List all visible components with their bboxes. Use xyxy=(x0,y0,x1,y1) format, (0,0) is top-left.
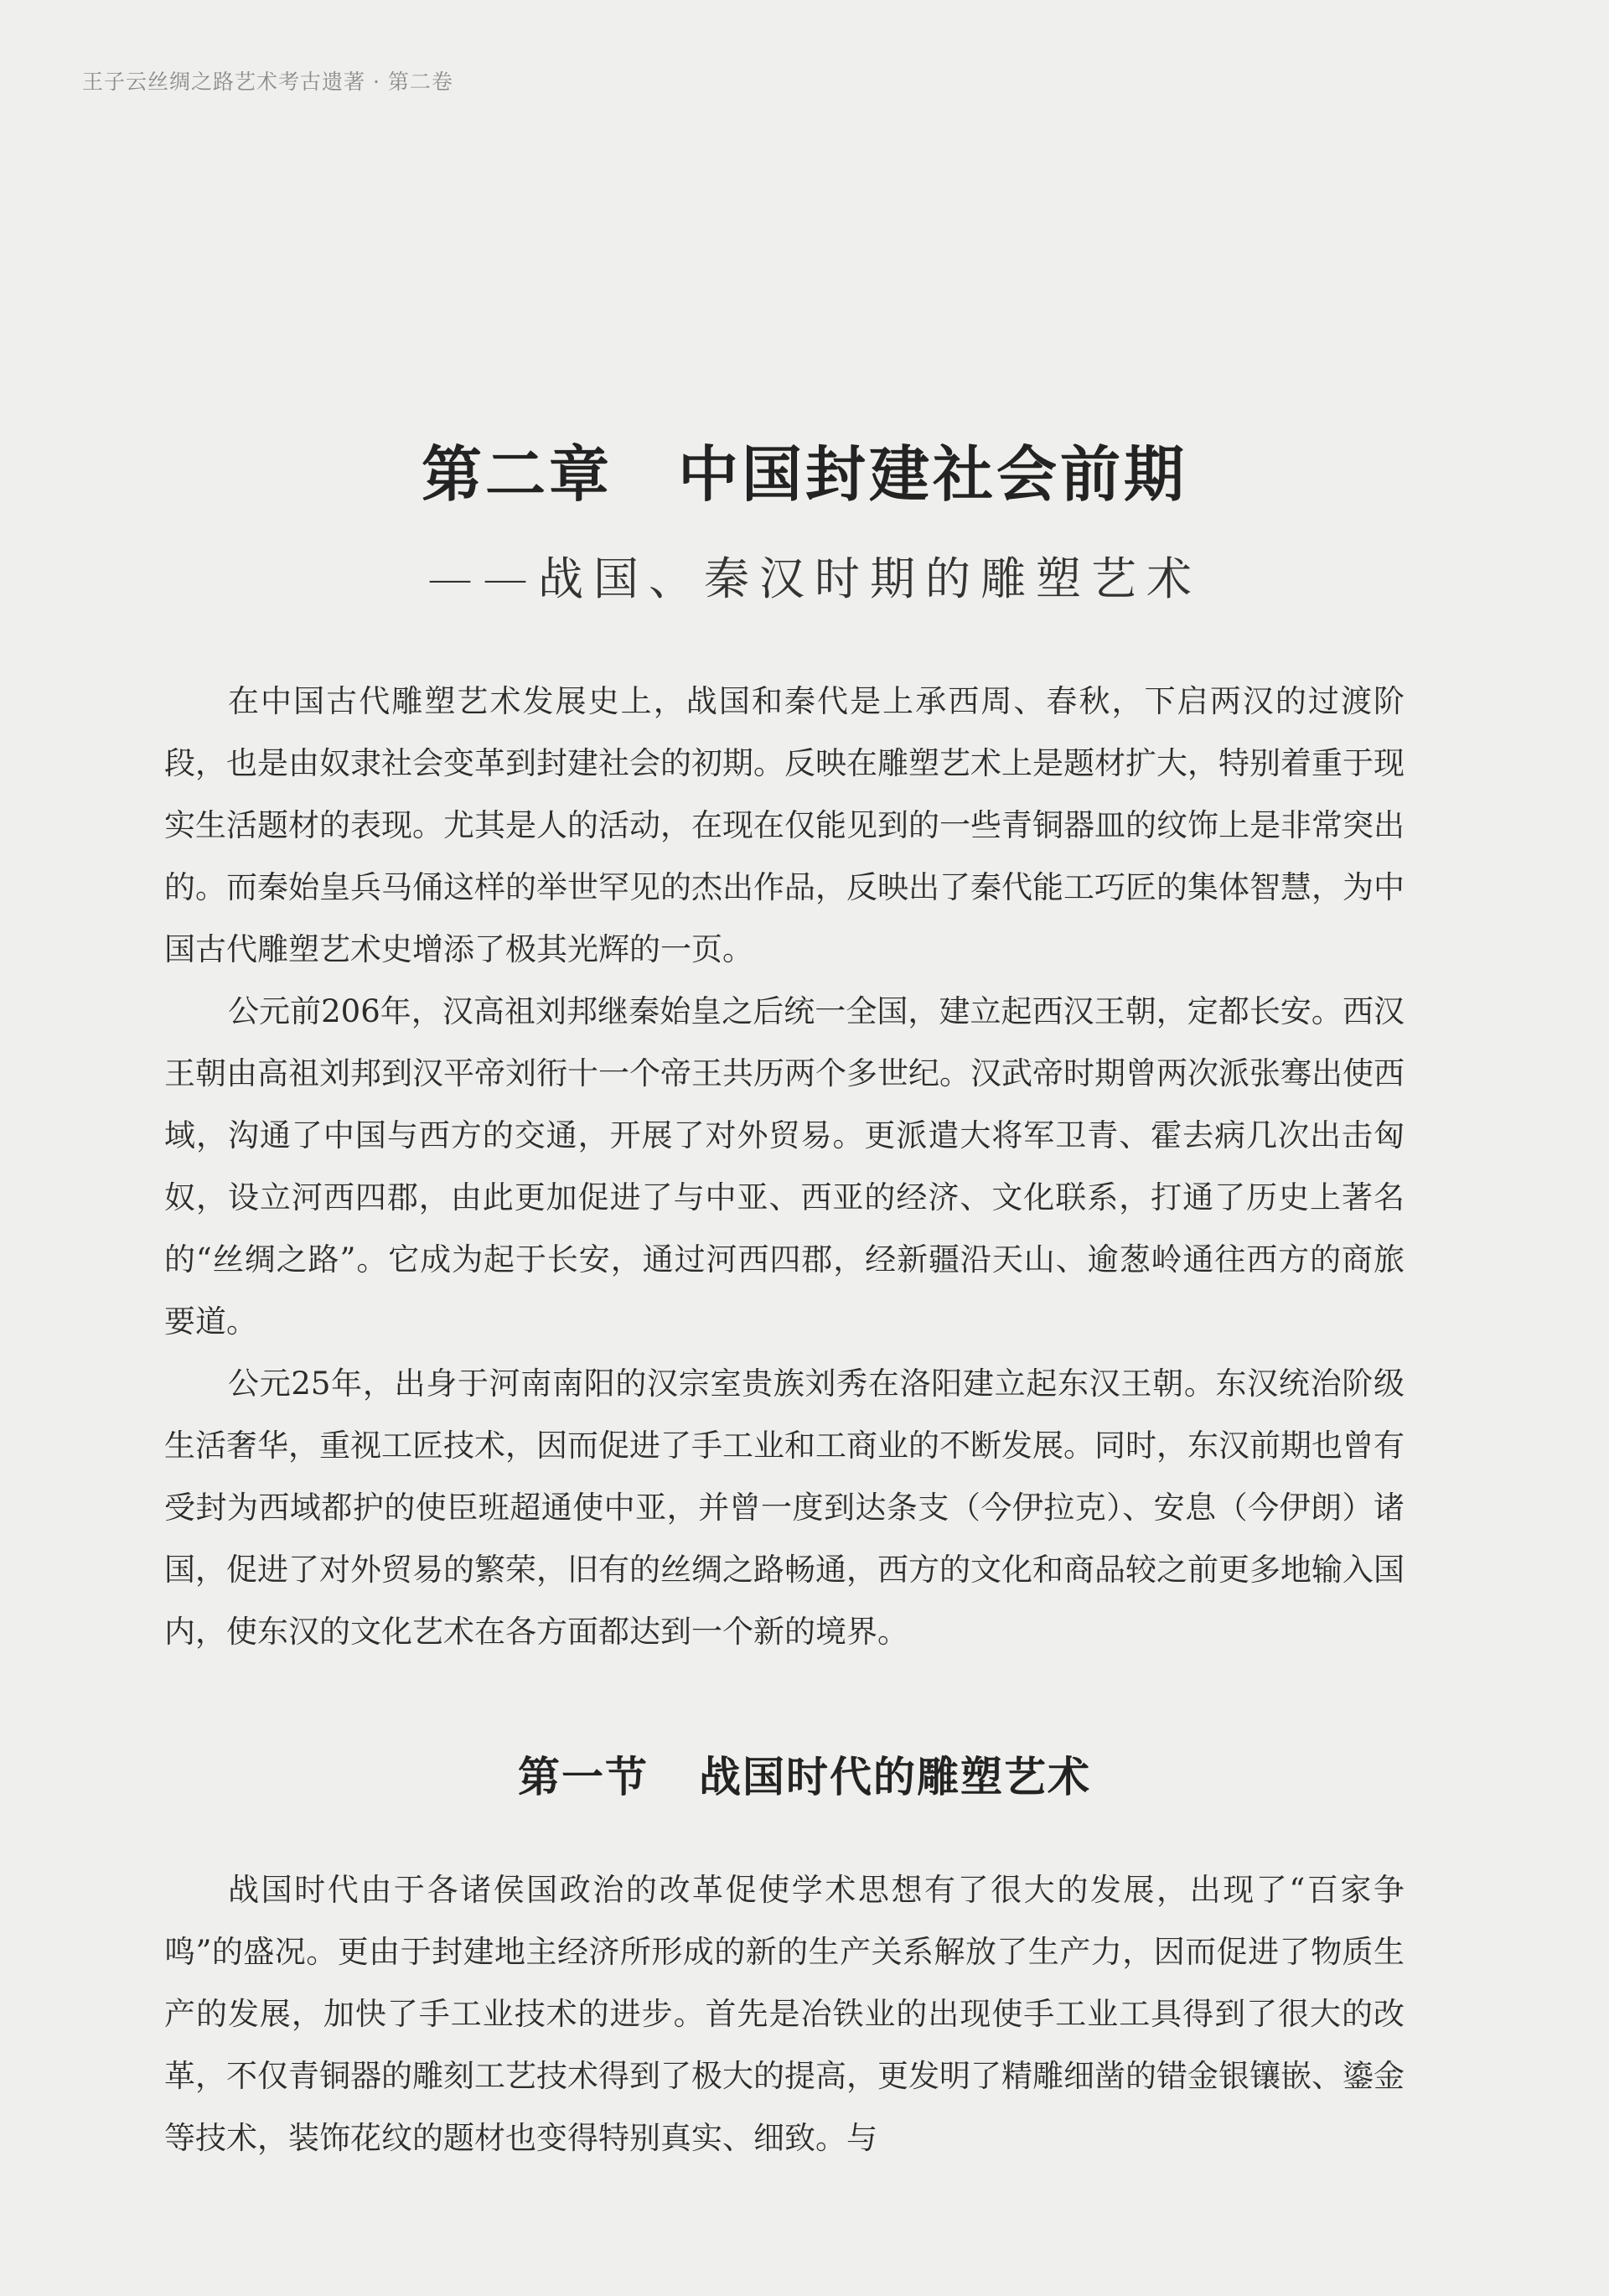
paragraph: 公元前206年，汉高祖刘邦继秦始皇之后统一全国，建立起西汉王朝，定都长安。西汉王朝由高祖刘邦到汉平帝刘衎十一个帝王共历两个多世纪。汉武帝时期曾两次派张骞出使西域，沟通了中国与西方的交通，开展了对外贸易。更派遣大将军卫青、霍去病几次出击匈奴，设立河西四郡，由此更加促进了与中亚、西亚的经济、文化联系，打通了历史上著名的“丝绸之路”。它成为起于长安，通过河西四郡，经新疆沿天山、逾葱岭通往西方的商旅要道。 xyxy=(164,993,1405,1340)
chapter-number: 第二章 xyxy=(421,438,613,510)
section-title xyxy=(0,1744,1609,1804)
section-number: 第一节 xyxy=(518,1752,649,1801)
chapter-title xyxy=(0,426,1609,513)
paragraph: 公元25年，出身于河南南阳的汉宗室贵族刘秀在洛阳建立起东汉王朝。东汉统治阶级生活奢华，重视工匠技术，因而促进了手工业和工商业的不断发展。同时，东汉前期也曾有受封为西域都护的使臣班超通使中亚，并曾一度到达条支（今伊拉克）、安息（今伊朗）诸国，促进了对外贸易的繁荣，旧有的丝绸之路畅通，西方的文化和商品较之前更多地输入国内，使东汉的文化艺术在各方面都达到一个新的境界。 xyxy=(164,1366,1405,1650)
chapter-title-text: 中国封建社会前期 xyxy=(678,438,1188,510)
running-header: 王子云丝绸之路艺术考古遗著 · 第二卷 xyxy=(82,70,453,94)
paragraph: 战国时代由于各诸侯国政治的改革促使学术思想有了很大的发展，出现了“百家争鸣”的盛况。更由于封建地主经济所形成的新的生产关系解放了生产力，因而促进了物质生产的发展，加快了手工业技术的进步。首先是冶铁业的出现使手工业工具得到了很大的改革，不仅青铜器的雕刻工艺技术得到了极大的提高，更发明了精雕细凿的错金银镶嵌、鎏金等技术，装饰花纹的题材也变得特别真实、细致。与 xyxy=(164,1872,1405,2156)
section-title-text: 战国时代的雕塑艺术 xyxy=(699,1752,1091,1801)
paragraph: 在中国古代雕塑艺术发展史上，战国和秦代是上承西周、春秋，下启两汉的过渡阶段，也是由奴隶社会变革到封建社会的初期。反映在雕塑艺术上是题材扩大，特别着重于现实生活题材的表现。尤其是人的活动，在现在仅能见到的一些青铜器皿的纹饰上是非常突出的。而秦始皇兵马俑这样的举世罕见的杰出作品，反映出了秦代能工巧匠的集体智慧，为中国古代雕塑艺术史增添了极其光辉的一页。 xyxy=(164,683,1405,967)
section-text-block xyxy=(164,1859,1405,2169)
chapter-subtitle: ——战国、秦汉时期的雕塑艺术 xyxy=(427,552,1202,605)
intro-text-block xyxy=(164,671,1405,1663)
